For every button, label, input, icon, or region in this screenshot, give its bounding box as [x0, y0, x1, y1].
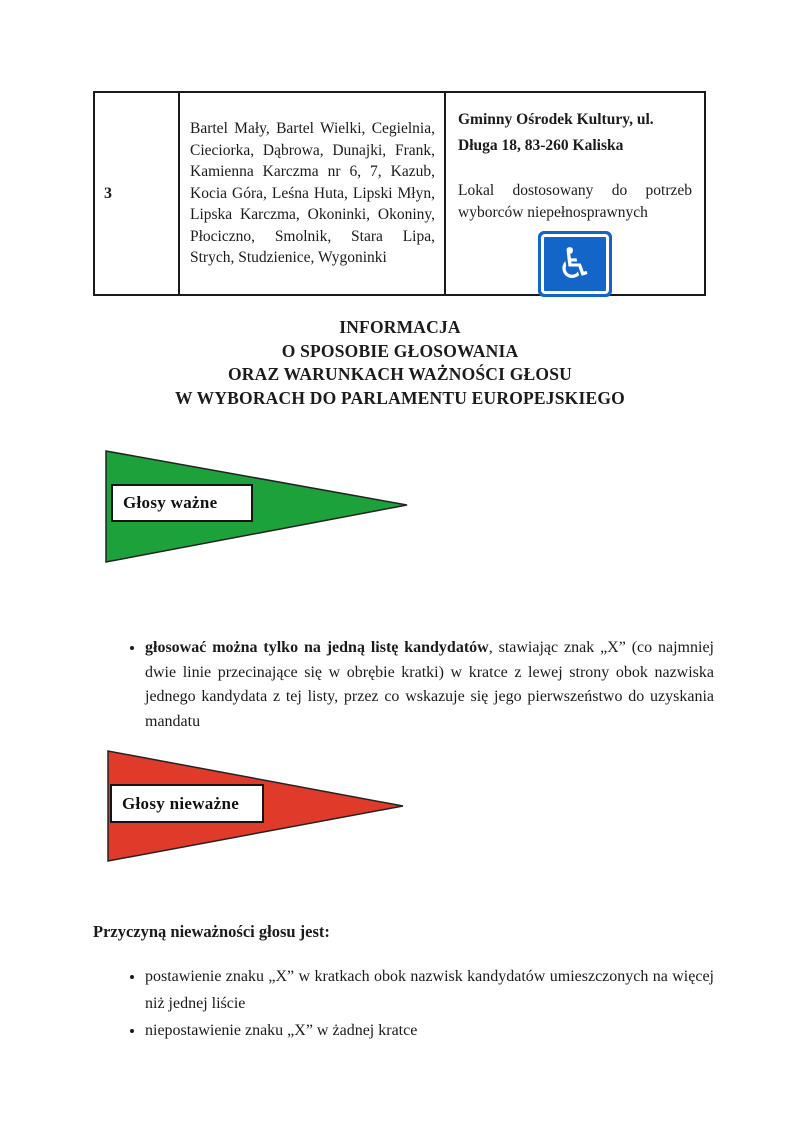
how-to-vote-lead: głosować można tylko na jedną listę kandydatów	[145, 639, 489, 656]
how-to-vote-item	[145, 636, 714, 734]
valid-votes-pennant	[104, 449, 410, 565]
polling-place-address: Gminny Ośrodek Kultury, ul. Długa 18, 83-260 Kaliska	[458, 111, 654, 154]
accessibility-note: Lokal dostosowany do potrzeb wyborców niepełnosprawnych	[458, 182, 692, 221]
invalid-reason-item	[145, 963, 714, 1017]
invalid-votes-label-box	[110, 784, 264, 823]
valid-votes-label-box	[111, 484, 253, 522]
sign-inner-border	[541, 234, 609, 294]
invalid-reasons-heading: Przyczyną nieważności głosu jest:	[93, 922, 330, 941]
invalid-reason-text-1: postawienie znaku „X” w kratkach obok nazwisk kandydatów umieszczonych na więcej niż jednej liście	[145, 968, 714, 1012]
wheelchair-icon: ♿	[556, 239, 594, 288]
title-line-2: O SPOSOBIE GŁOSOWANIA	[281, 340, 519, 361]
invalid-votes-pennant	[106, 749, 406, 864]
how-to-vote-section	[93, 636, 714, 734]
title-line-1: INFORMACJA	[339, 317, 461, 337]
localities-list: Bartel Mały, Bartel Wielki, Cegielnia, Cieciorka, Dąbrowa, Dunajki, Frank, Kamienna Karczma nr 6, 7, Kazub, Kocia Góra, Leśna Huta, Lipski Młyn, Lipska Karczma, Okoninki, Okoniny, Płociczno, Smolnik, Stara Lipa, Strych, Studzienice, Wygoninki	[190, 120, 435, 266]
invalid-reason-text-2: niepostawienie znaku „X” w żadnej kratce	[145, 1022, 418, 1039]
invalid-reasons-section	[93, 963, 714, 1044]
district-number: 3	[104, 184, 112, 202]
invalid-reason-item	[145, 1017, 714, 1044]
title-line-4: W WYBORACH DO PARLAMENTU EUROPEJSKIEGO	[174, 387, 625, 408]
invalid-reasons-list	[93, 963, 714, 1044]
valid-votes-label: Głosy ważne	[123, 493, 218, 512]
title-line-3: ORAZ WARUNKACH WAŻNOŚCI GŁOSU	[227, 364, 573, 384]
polling-place-cell	[446, 93, 704, 294]
how-to-vote-list	[93, 636, 714, 734]
district-number-cell	[95, 93, 180, 294]
polling-district-table	[93, 91, 706, 296]
how-to-vote-rest: , stawiając znak „X” (co najmniej dwie linie przecinające się w obrębie kratki) w kratce z lewej strony obok nazwiska jednego kandydata z tej listy, przez co wskazuje się jego pierwszeństwo do uzyskania mandatu	[145, 639, 714, 730]
wheelchair-accessibility-sign	[538, 231, 612, 297]
invalid-votes-label: Głosy nieważne	[122, 793, 240, 813]
district-localities-cell	[180, 93, 446, 294]
document-title	[0, 316, 800, 410]
